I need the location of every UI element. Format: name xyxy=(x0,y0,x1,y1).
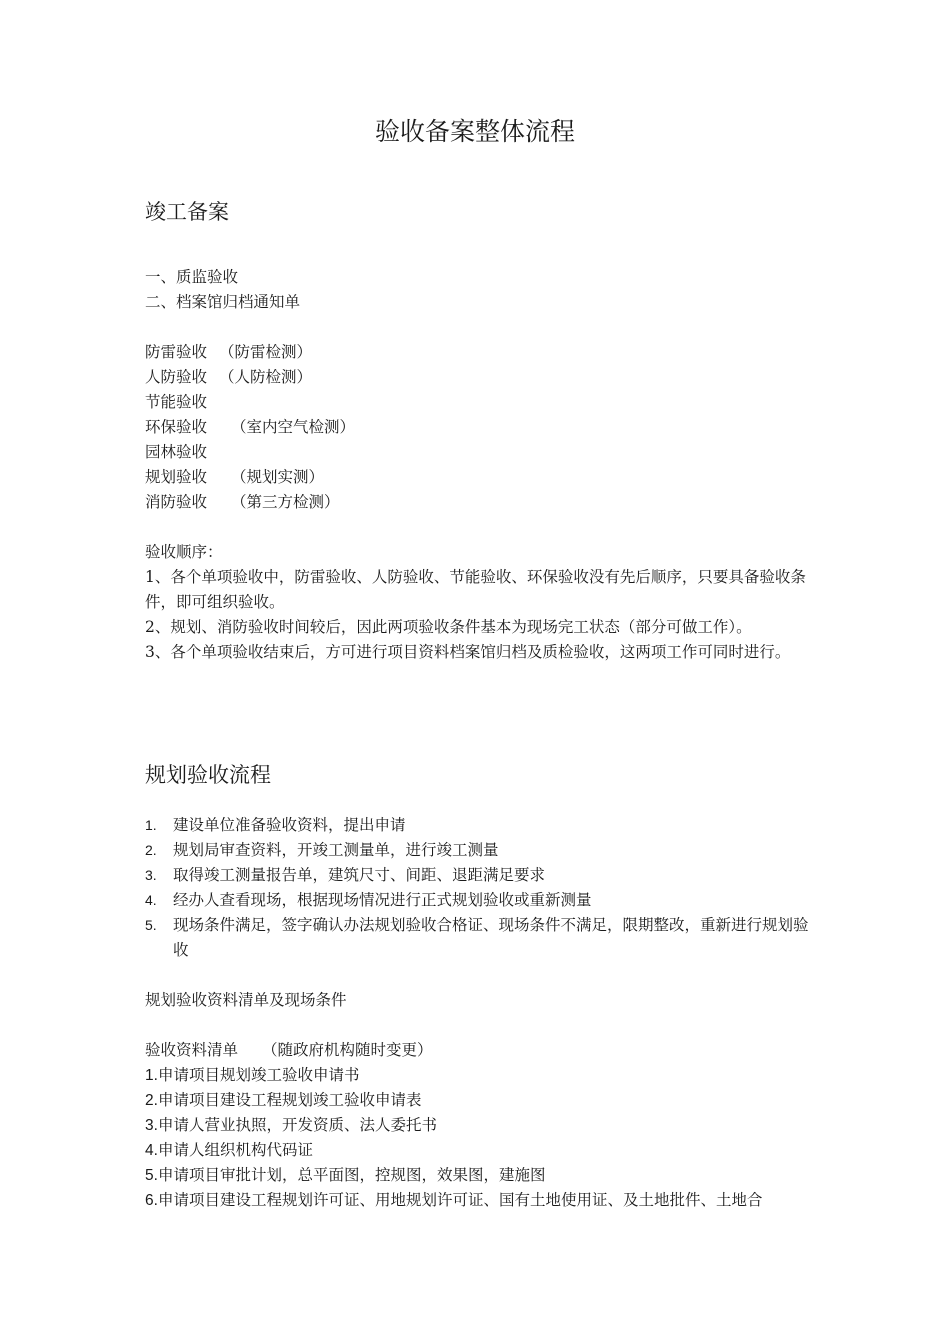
section-heading-planning-acceptance: 规划验收流程 xyxy=(145,763,271,787)
order-paragraph: 1、各个单项验收中，防雷验收、人防验收、节能验收、环保验收没有先后顺序，只要具备验收条件，即可组织验收。 xyxy=(145,568,806,611)
list-item-text: 经办人查看现场，根据现场情况进行正式规划验收或重新测量 xyxy=(173,891,592,909)
acceptance-item xyxy=(145,415,810,440)
document-list-item xyxy=(145,1113,810,1138)
list-item-text: 申请项目规划竣工验收申请书 xyxy=(157,1066,360,1084)
acceptance-item xyxy=(145,390,810,415)
list-item xyxy=(145,913,810,963)
list-item-number: 1. xyxy=(145,817,157,833)
document-list-item xyxy=(145,1163,810,1188)
page-title: 验收备案整体流程 xyxy=(374,117,575,146)
list-item-number: 6. xyxy=(145,1192,158,1209)
list-item-text: 申请项目建设工程规划竣工验收申请表 xyxy=(157,1091,422,1109)
acceptance-item-name: 节能验收 xyxy=(145,393,208,411)
subheading: 规划验收资料清单及现场条件 xyxy=(145,991,347,1009)
list-item-number: 2. xyxy=(145,842,157,858)
list-item xyxy=(145,813,810,838)
list-label: 验收资料清单 xyxy=(145,1041,239,1059)
list-item-text: 申请项目建设工程规划许可证、用地规划许可证、国有土地使用证、及土地批件、土地合 xyxy=(157,1191,763,1209)
list-item-number: 4. xyxy=(145,892,157,908)
list-item-text: 申请人营业执照，开发资质、法人委托书 xyxy=(157,1116,437,1134)
acceptance-item-name: 消防验收 xyxy=(145,493,208,511)
list-item-number: 4. xyxy=(145,1142,158,1159)
document-list-item xyxy=(145,1063,810,1088)
list-item-text: 取得竣工测量报告单，建筑尺寸、间距、退距满足要求 xyxy=(173,866,546,884)
order-label: 验收顺序： xyxy=(145,543,223,561)
acceptance-item-name: 人防验收 xyxy=(145,368,208,386)
step-line: 一、质监验收 xyxy=(145,268,239,286)
list-note: （随政府机构随时变更） xyxy=(262,1041,433,1059)
list-item-number: 3. xyxy=(145,867,157,883)
list-item xyxy=(145,863,810,888)
list-item xyxy=(145,888,810,913)
process-steps-list xyxy=(145,813,810,963)
acceptance-item-note: （第三方检测） xyxy=(231,493,340,511)
list-item-text: 规划局审查资料，开竣工测量单，进行竣工测量 xyxy=(173,841,499,859)
acceptance-item xyxy=(145,440,810,465)
list-item-text: 现场条件满足，签字确认办法规划验收合格证、现场条件不满足，限期整改，重新进行规划验收 xyxy=(173,916,809,959)
order-paragraph: 3、各个单项验收结束后，方可进行项目资料档案馆归档及质检验收，这两项工作可同时进行。 xyxy=(145,643,791,661)
order-paragraph: 2、规划、消防验收时间较后，因此两项验收条件基本为现场完工状态（部分可做工作）。 xyxy=(145,618,752,636)
document-list-label xyxy=(145,1038,810,1063)
acceptance-item-name: 环保验收 xyxy=(145,418,208,436)
list-item-number: 1. xyxy=(145,1067,158,1084)
section-heading-completion-filing: 竣工备案 xyxy=(145,200,229,224)
acceptance-item-name: 防雷验收 xyxy=(145,343,208,361)
list-item-text: 申请项目审批计划，总平面图，控规图，效果图，建施图 xyxy=(157,1166,546,1184)
document-list-item xyxy=(145,1138,810,1163)
list-item-number: 5. xyxy=(145,917,157,933)
document-list-item xyxy=(145,1088,810,1113)
list-item-number: 2. xyxy=(145,1092,158,1109)
list-item-number: 3. xyxy=(145,1117,158,1134)
acceptance-item-note: （防雷检测） xyxy=(219,343,313,361)
acceptance-item-name: 规划验收 xyxy=(145,468,208,486)
acceptance-item-note: （室内空气检测） xyxy=(231,418,356,436)
acceptance-item xyxy=(145,365,810,390)
list-item-text: 建设单位准备验收资料，提出申请 xyxy=(173,816,406,834)
list-item-text: 申请人组织机构代码证 xyxy=(157,1141,313,1159)
acceptance-item xyxy=(145,490,810,515)
acceptance-item-note: （规划实测） xyxy=(231,468,325,486)
acceptance-item-note: （人防检测） xyxy=(219,368,313,386)
acceptance-item xyxy=(145,465,810,490)
document-list-item xyxy=(145,1188,810,1213)
list-item xyxy=(145,838,810,863)
acceptance-item-name: 园林验收 xyxy=(145,443,208,461)
list-item-number: 5. xyxy=(145,1167,158,1184)
acceptance-item xyxy=(145,340,810,365)
step-line: 二、档案馆归档通知单 xyxy=(145,293,301,311)
